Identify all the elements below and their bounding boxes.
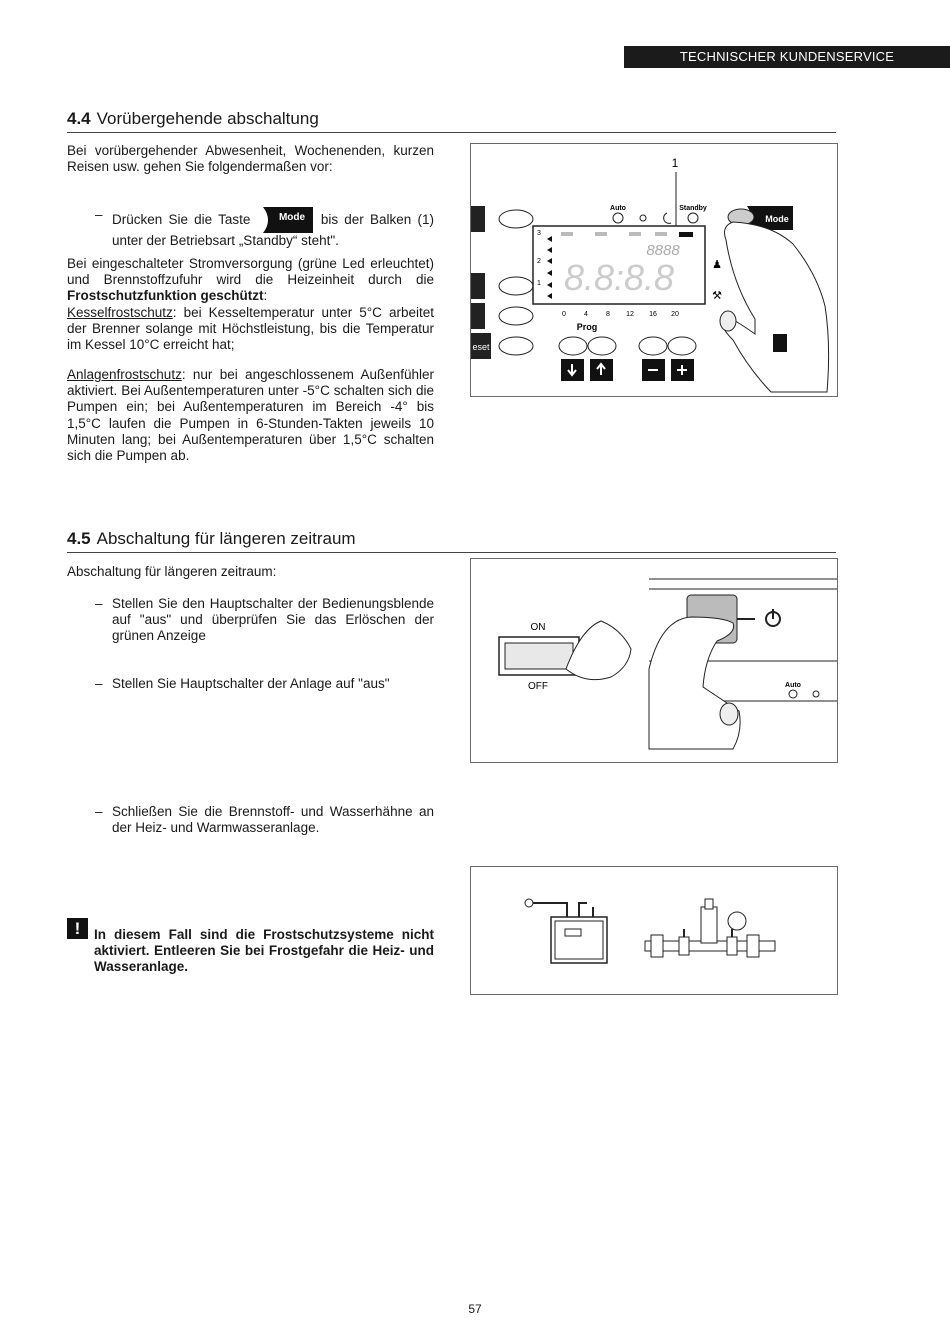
bullet-mode-key: [95, 207, 434, 249]
time-tick-0: 0: [562, 311, 566, 318]
mode-key-right-label: Mode: [765, 214, 789, 224]
hand-switch-icon: [566, 621, 631, 680]
warning-text: In diesem Fall sind die Frostschutzsysteme nicht aktiviert. Entleeren Sie bei Frostgefahr die Heiz- und Wasseranlage.: [94, 927, 434, 975]
bullet-text: Stellen Sie den Hauptschalter der Bedienungsblende auf "aus" und überprüfen Sie das Erlöschen der grünen Anzeige: [112, 596, 434, 644]
clock-icon: [613, 213, 623, 223]
bullet-text: Schließen Sie die Brennstoff- und Wasserhähne an der Heiz- und Warmwasseranlage.: [112, 804, 434, 836]
bar-level-3: 3: [537, 230, 541, 237]
anlagen-label: Anlagenfrostschutz: [67, 367, 182, 382]
person-icon: ♟: [712, 259, 722, 271]
switch-drawing: [471, 559, 837, 762]
section-number: 4.4: [67, 109, 91, 128]
frost-protection-paragraph: [67, 256, 434, 353]
standby-bar: [679, 232, 693, 237]
bullet-text: Stellen Sie Hauptschalter der Anlage auf "aus": [112, 676, 390, 691]
anlagen-paragraph: [67, 367, 434, 464]
prog-label: Prog: [576, 322, 598, 332]
intro-paragraph: Bei vorübergehender Abwesenheit, Wochenenden, kurzen Reisen usw. gehen Sie folgendermaßen vor:: [67, 143, 434, 175]
sun-icon: [813, 691, 819, 697]
auto-label: Auto: [610, 205, 626, 212]
service-header: TECHNISCHER KUNDENSERVICE: [624, 46, 950, 68]
page-number: 57: [468, 1302, 482, 1316]
bullet-dash: –: [95, 596, 103, 611]
kessel-text: : bei Kesseltemperatur unter 5°C arbeitet der Brenner solange mit Höchstleistung, bis die Temperatur im Kessel 10°C erreicht hat;: [67, 304, 434, 353]
hand-icon: [722, 222, 828, 392]
section-number: 4.5: [67, 529, 91, 548]
time-tick-8: 8: [606, 311, 610, 318]
time-tick-16: 16: [649, 311, 657, 318]
section-4-5-heading: [67, 528, 836, 553]
sun-icon: [640, 215, 646, 221]
switch-illustration: [470, 558, 838, 763]
bullet-main-switch: [95, 596, 434, 645]
bar-level-1: 1: [537, 280, 541, 287]
standby-label: Standby: [679, 205, 707, 212]
bullet-dash: –: [95, 676, 103, 691]
bar-level-2: 2: [537, 258, 541, 265]
para2-bold: Frostschutzfunktion geschützt: [67, 288, 264, 304]
valves-illustration: [470, 866, 838, 995]
bullet-dash: –: [95, 207, 103, 222]
boiler-icon: [525, 899, 607, 963]
time-tick-20: 20: [671, 311, 679, 318]
section-title: Abschaltung für längeren zeitraum: [96, 529, 356, 548]
valves-drawing: [471, 867, 837, 994]
off-label: OFF: [528, 681, 548, 692]
bullet-text-pre: Drücken Sie die Taste: [112, 212, 251, 227]
control-panel-drawing: [471, 144, 837, 396]
on-label: ON: [530, 622, 546, 633]
time-tick-12: 12: [626, 311, 634, 318]
section-4-4-heading: [67, 108, 836, 133]
power-icon: [688, 213, 698, 223]
section-title: Vorübergehende abschaltung: [96, 109, 319, 128]
mode-key-label: Mode: [278, 212, 305, 223]
pressure-gauge-icon: [728, 912, 746, 930]
time-tick-4: 4: [584, 311, 588, 318]
reset-key-label: eset: [472, 342, 490, 352]
bottom-buttons: [559, 337, 696, 381]
para2-text-a: Bei eingeschalteter Stromversorgung (grüne Led erleuchtet) und Brennstoffzufuhr wird die Heizeinheit durch die: [67, 256, 434, 288]
auto-label: Auto: [785, 682, 801, 689]
bullet-text-post: bis der Balken (1) unter der Betriebsart „Standby“ steht".: [112, 212, 434, 248]
wrench-icon: ⚒: [712, 290, 722, 302]
callout-number: 1: [671, 156, 679, 170]
intro-paragraph: Abschaltung für längeren zeitraum:: [67, 564, 277, 579]
kessel-label: Kesselfrostschutz: [67, 304, 173, 320]
bullet-close-valves: [95, 804, 434, 836]
mode-key-icon: [259, 207, 313, 233]
para2-text-b: :: [263, 288, 268, 304]
left-button-column: [471, 206, 533, 359]
bullet-system-switch: [95, 676, 434, 692]
warning-icon: !: [67, 918, 88, 939]
display-main-digits: 8.8:8.8: [563, 257, 675, 298]
control-panel-illustration: [470, 143, 838, 397]
anlagen-text: : nur bei angeschlossenem Außenfühler aktiviert. Bei Außentemperaturen unter -5°C schalten sich die Pumpen ein; bei Außentemperaturen im Bereich -4° bis 1,5°C laufen die Pumpen in 6-Stunden-Takten jeweils 10 Minuten lang; bei Außentemperaturen über 1,5°C schalten sich die Pumpen ab.: [67, 367, 434, 464]
hand-finger-icon: [649, 617, 740, 749]
clock-icon: [789, 690, 797, 698]
bullet-dash: –: [95, 804, 103, 819]
display-small-digits: 8888: [646, 242, 680, 259]
valve-assembly-icon: [645, 899, 775, 957]
moon-icon: [664, 213, 671, 223]
